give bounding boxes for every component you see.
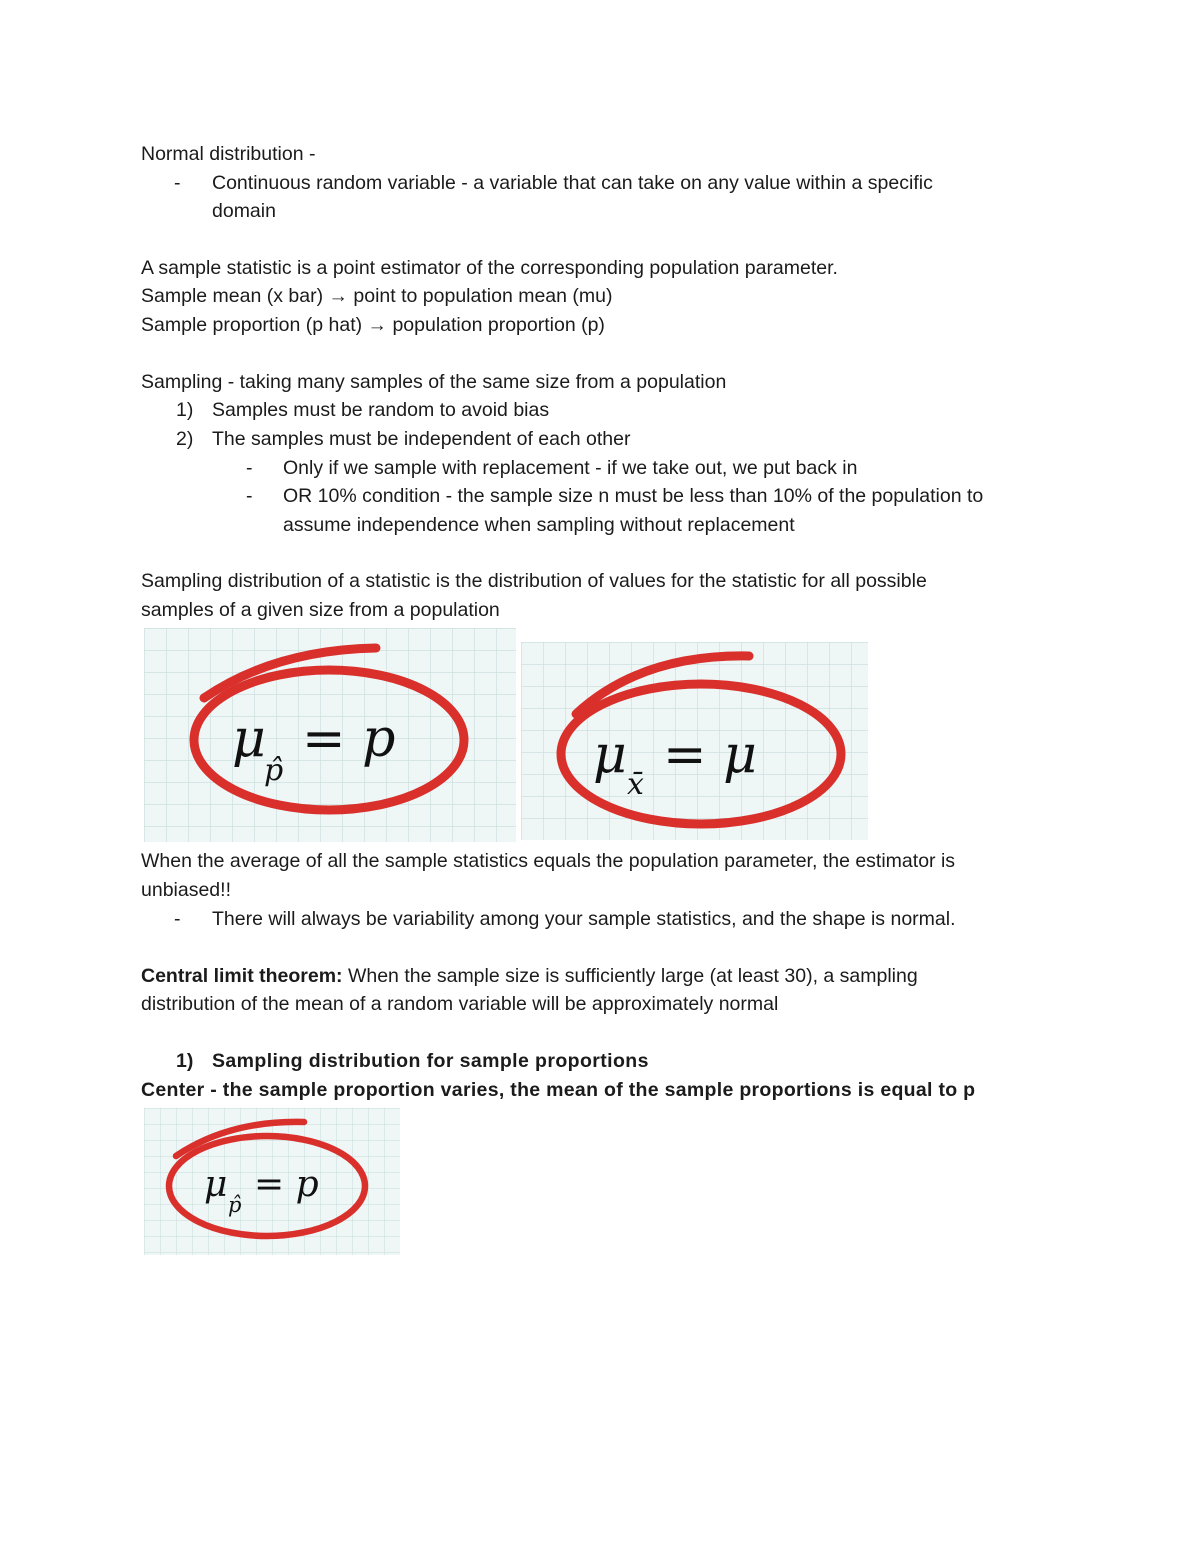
text-line: A sample statistic is a point estimator of the corresponding population parameter. xyxy=(141,257,838,279)
text-line: Sampling - taking many samples of the same size from a population xyxy=(141,371,727,393)
bullet-dash: - xyxy=(174,908,181,930)
formula-image-mu-xbar xyxy=(521,642,868,840)
text-line: When the average of all the sample statistics equals the population parameter, the estimator is xyxy=(141,850,956,872)
bullet-dash: - xyxy=(246,457,253,479)
list-item: The samples must be independent of each other xyxy=(212,428,631,450)
heading-number: 1) xyxy=(176,1050,194,1072)
formula-mu: μ xyxy=(232,709,266,769)
text-line: Continuous random variable - a variable that can take on any value within a specific xyxy=(212,172,933,194)
text-line: unbiased!! xyxy=(141,879,231,901)
formula-rhs: = p xyxy=(254,1164,319,1205)
list-number: 1) xyxy=(176,399,194,421)
sub-list-item: OR 10% condition - the sample size n must be less than 10% of the population to xyxy=(283,485,984,507)
clt-label: Central limit theorem: xyxy=(141,965,343,987)
formula-subscript: x̄ xyxy=(627,767,644,802)
bullet-dash: - xyxy=(174,172,181,194)
text-line: distribution of the mean of a random variable will be approximately normal xyxy=(141,993,779,1015)
text-line: There will always be variability among your sample statistics, and the shape is normal. xyxy=(212,908,956,930)
formula-rhs: = μ xyxy=(663,725,757,785)
text-line: Sampling distribution of a statistic is the distribution of values for the statistic for all possible xyxy=(141,570,927,592)
formula-mu: μ xyxy=(204,1164,228,1205)
formula-rhs: = p xyxy=(302,709,396,769)
formula-mu: μ xyxy=(593,725,627,785)
formula-subscript: p̂ xyxy=(264,753,284,788)
clt-paragraph xyxy=(141,962,918,990)
list-number: 2) xyxy=(176,428,194,450)
text-line: Sample mean (x bar) → point to population mean (mu) xyxy=(141,285,613,307)
text-line: Sample proportion (p hat) → population proportion (p) xyxy=(141,314,605,336)
formula-image-mu-phat xyxy=(144,628,516,842)
formula-image-mu-phat-small xyxy=(144,1108,400,1255)
text-line: domain xyxy=(212,200,276,222)
center-line: Center - the sample proportion varies, the mean of the sample proportions is equal to p xyxy=(141,1079,976,1101)
sub-list-item: assume independence when sampling without replacement xyxy=(283,514,795,536)
text-line: samples of a given size from a population xyxy=(141,599,500,621)
list-item: Samples must be random to avoid bias xyxy=(212,399,550,421)
section-heading: Sampling distribution for sample proportions xyxy=(212,1050,649,1072)
text-line: Normal distribution - xyxy=(141,143,316,165)
formula-subscript: p̂ xyxy=(228,1193,242,1217)
clt-text: When the sample size is sufficiently large (at least 30), a sampling xyxy=(342,965,918,987)
bullet-dash: - xyxy=(246,485,253,507)
sub-list-item: Only if we sample with replacement - if we take out, we put back in xyxy=(283,457,858,479)
